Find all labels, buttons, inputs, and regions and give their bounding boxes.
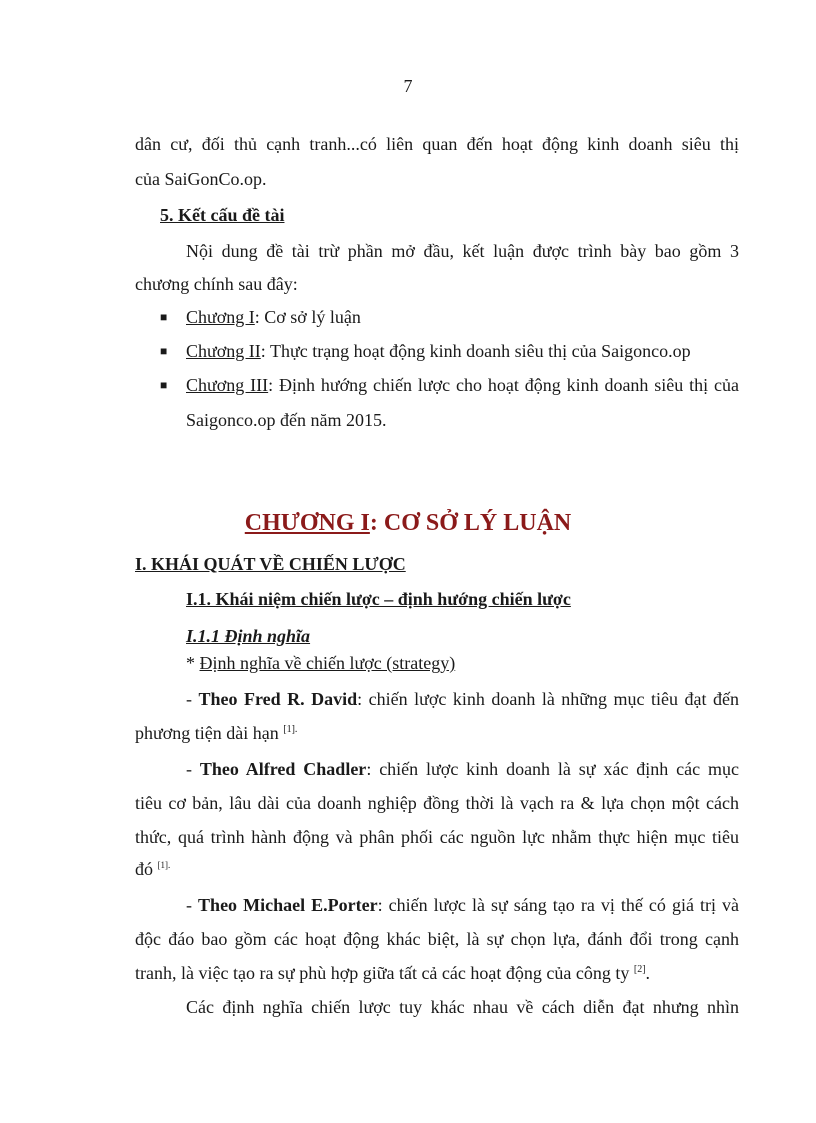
- period-mark: .: [645, 963, 651, 983]
- author-name: Theo Michael E.Porter: [198, 895, 378, 915]
- def-porter-line-1: [186, 894, 739, 916]
- list-item: [186, 374, 739, 396]
- dash-mark: -: [186, 895, 199, 915]
- list-item-continuation: Saigonco.op đến năm 2015.: [186, 410, 387, 430]
- definition-intro: [186, 652, 455, 674]
- list-item: [186, 306, 361, 328]
- def-text: đó: [135, 859, 158, 879]
- def-chandler-line-3: thức, quá trình hành động và phân phối các nguồn lực nhằm thực hiện mục tiêu: [135, 827, 739, 847]
- bullet-icon: ■: [160, 310, 168, 324]
- section-5-para-line-1: Nội dung đề tài trừ phần mở đầu, kết luận được trình bày bao gồm 3: [186, 241, 739, 261]
- chapter-label: CHƯƠNG I: [244, 510, 370, 536]
- def-david-line-1: [186, 688, 739, 710]
- def-text: : chiến lược kinh doanh là những mục tiêu đạt đến: [357, 689, 739, 709]
- def-text: : chiến lược là sự sáng tạo ra vị thế có giá trị và: [377, 895, 740, 915]
- list-item-text: : Thực trạng hoạt động kinh doanh siêu thị của Saigonco.op: [260, 341, 691, 361]
- author-name: Theo Fred R. David: [198, 689, 358, 709]
- chapter-rest: : CƠ SỞ LÝ LUẬN: [369, 510, 572, 536]
- list-item-text: : Cơ sở lý luận: [254, 307, 361, 327]
- heading-I-1-1: I.1.1 Định nghĩa: [186, 626, 311, 646]
- citation: [1].: [283, 724, 298, 735]
- def-chandler-line-4: [135, 858, 170, 880]
- star-mark: *: [186, 653, 200, 673]
- heading-I: I. KHÁI QUÁT VỀ CHIẾN LƯỢC: [135, 554, 406, 574]
- citation: [1].: [157, 860, 171, 870]
- dash-mark: -: [186, 689, 199, 709]
- def-david-line-2: [135, 722, 297, 744]
- bullet-icon: ■: [160, 344, 168, 358]
- bullet-icon: ■: [160, 378, 168, 392]
- def-text: : chiến lược kinh doanh là sự xác định các mục: [366, 759, 739, 779]
- def-text: tranh, là việc tạo ra sự phù hợp giữa tất cả các hoạt động của công ty: [135, 963, 634, 983]
- dash-mark: -: [186, 759, 200, 779]
- def-porter-line-2: độc đáo bao gồm các hoạt động khác biệt, là sự chọn lựa, đánh đổi trong cạnh: [135, 929, 739, 949]
- citation: [2]: [633, 964, 646, 975]
- author-name: Theo Alfred Chadler: [199, 759, 367, 779]
- def-chandler-line-1: [186, 758, 739, 780]
- intro-line-1: dân cư, đối thủ cạnh tranh...có liên quan đến hoạt động kinh doanh siêu thị: [135, 134, 739, 154]
- def-porter-line-3: [135, 962, 650, 984]
- def-chandler-line-2: tiêu cơ bản, lâu dài của doanh nghiệp đồng thời là vạch ra & lựa chọn một cách: [135, 793, 739, 813]
- heading-I-1: I.1. Khái niệm chiến lược – định hướng chiến lược: [186, 589, 571, 609]
- definition-intro-text: Định nghĩa về chiến lược (strategy): [199, 653, 456, 673]
- chapter-title: [0, 509, 816, 537]
- list-item-label: Chương I: [186, 307, 255, 327]
- list-item-label: Chương II: [186, 341, 261, 361]
- intro-line-2: của SaiGonCo.op.: [135, 169, 267, 189]
- page-number: 7: [403, 76, 413, 96]
- list-item-text: : Định hướng chiến lược cho hoạt động kinh doanh siêu thị của: [268, 375, 740, 395]
- list-item: [186, 340, 691, 362]
- section-5-para-line-2: chương chính sau đây:: [135, 274, 298, 294]
- list-item-label: Chương III: [186, 375, 269, 395]
- closing-line: Các định nghĩa chiến lược tuy khác nhau về cách diễn đạt nhưng nhìn: [186, 997, 739, 1017]
- def-text: phương tiện dài hạn: [135, 723, 284, 743]
- section-5-heading: 5. Kết cấu đề tài: [160, 205, 285, 225]
